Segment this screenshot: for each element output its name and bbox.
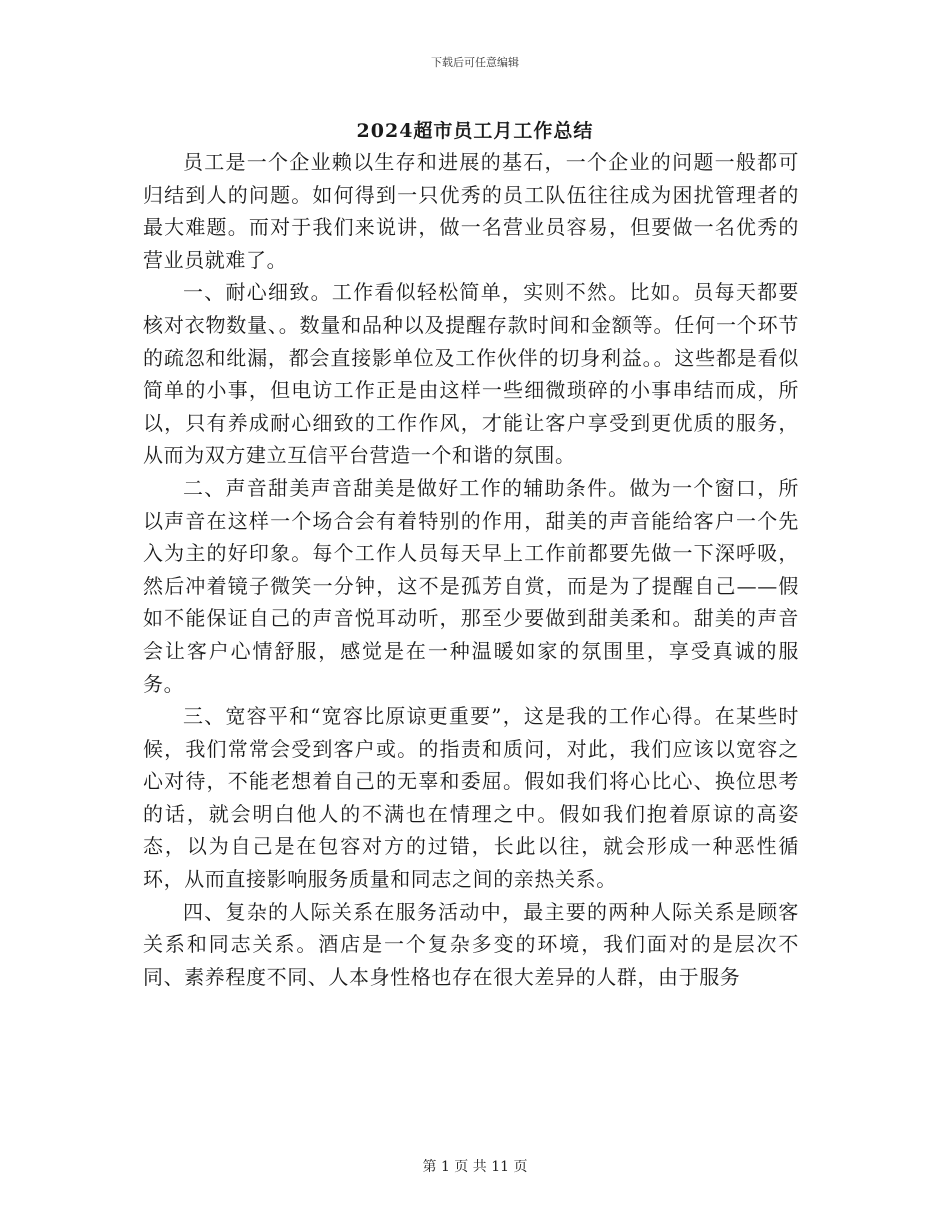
paragraph: 二、声音甜美声音甜美是做好工作的辅助条件。做为一个窗口，所以声音在这样一个场合会有着特别的作用，甜美的声音能给客户一个先入为主的好印象。每个工作人员每天早上工作前都要先做一下深呼吸，然后冲着镜子微笑一分钟，这不是孤芳自赏，而是为了提醒自己——假如不能保证自己的声音悦耳动听，那至少要做到甜美柔和。甜美的声音会让客户心情舒服，感觉是在一种温暖如家的氛围里，享受真诚的服务。 <box>143 475 799 696</box>
document-body <box>143 146 799 993</box>
paragraph: 三、宽容平和“宽容比原谅更重要”，这是我的工作心得。在某些时候，我们常常会受到客户或。的指责和质问，对此，我们应该以宽容之心对待，不能老想着自己的无辜和委屈。假如我们将心比心、换位思考的话，就会明白他人的不满也在情理之中。假如我们抱着原谅的高姿态，以为自己是在包容对方的过错，长此以往，就会形成一种恶性循环，从而直接影响服务质量和同志之间的亲热关系。 <box>143 704 799 892</box>
paragraph: 员工是一个企业赖以生存和进展的基石，一个企业的问题一般都可归结到人的问题。如何得到一只优秀的员工队伍往往成为困扰管理者的最大难题。而对于我们来说讲，做一名营业员容易，但要做一名优秀的营业员就难了。 <box>143 150 799 272</box>
paragraph: 一、耐心细致。工作看似轻松简单，实则不然。比如。员每天都要核对衣物数量、。数量和品种以及提醒存款时间和金额等。任何一个环节的疏忽和纰漏，都会直接影单位及工作伙伴的切身利益。。这些都是看似简单的小事，但电访工作正是由这样一些细微琐碎的小事串结而成，所以，只有养成耐心细致的工作作风，才能让客户享受到更优质的服务，从而为双方建立互信平台营造一个和谐的氛围。 <box>143 280 799 468</box>
paragraph: 四、复杂的人际关系在服务活动中，最主要的两种人际关系是顾客关系和同志关系。酒店是一个复杂多变的环境，我们面对的是层次不同、素养程度不同、人本身性格也存在很大差异的人群，由于服务 <box>143 899 799 989</box>
page-number: 第 1 页 共 11 页 <box>422 1159 528 1175</box>
document-title: 2024超市员工月工作总结 <box>356 120 594 142</box>
header-note: 下载后可任意编辑 <box>431 56 519 69</box>
